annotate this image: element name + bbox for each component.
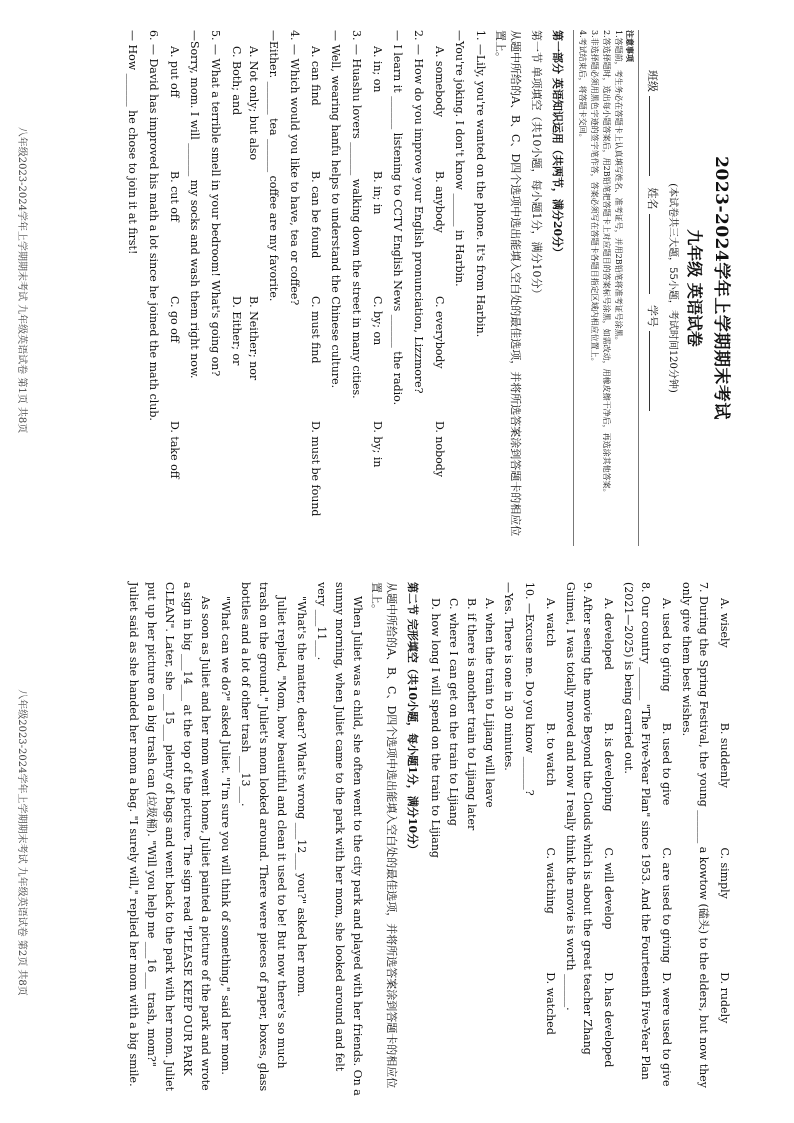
option-d[interactable]: D. has developed [602, 972, 615, 1068]
exam-note: (本试卷共三大题，55小题，考试时间120分钟) [667, 183, 678, 393]
notice-line: 2.答选择题时，选出每小题答案后，用2B铅笔把答题卡上对应题目的答案标号涂黑，如需改动，用橡皮擦干净后，再选涂其他答案。 [602, 30, 611, 497]
option-c[interactable]: C. will develop [602, 847, 615, 930]
question-10 [426, 582, 538, 1097]
option-d[interactable]: D. by; in [371, 421, 384, 468]
page-footer: 八年级2023-2024学年上学期期末考试 九年级英语试卷 第2页 共8页 [16, 689, 27, 996]
option-c[interactable]: C. everybody [433, 296, 446, 369]
options [369, 46, 386, 546]
page-footer: 八年级2023-2024学年上学期期末考试 九年级英语试卷 第1页 共8页 [16, 126, 27, 434]
part1-heading: 第一部分 英语知识运用（共两节，满分20分） [551, 30, 564, 259]
option-d[interactable]: D. take off [168, 421, 181, 479]
option-a[interactable]: A. developed [602, 598, 615, 670]
question-stem: 8. Our country ______ "The Five-Year Plan" since 1953. And the Fourteenth Five-Year Plan (2021—2025) is being carried out. [622, 582, 652, 1080]
options [426, 598, 498, 1097]
question-stem-2: —Either. ______ tea ______ coffee are my favorite. [267, 30, 280, 302]
question-stem: 6. — David has improved his math a lot since he joined the math club. [147, 30, 160, 421]
options [228, 46, 262, 546]
passage-paragraph: As soon as Juliet and her mom went home, Juliet painted a picture of the park and wrote a sign in big ___14___ at the top of the picture. The sign read "PLEASE KEEP OUR PARK CLEAN". Later, she ___15___ plenty of bags and went back to the park with her mom. Juliet put up her picture on a big trash can (垃圾桶). "Will you help me ___16___ trash, mom?" Juliet said as she handed her mom a bag. "I surely will," replied her mom with a big smile. [127, 582, 212, 1092]
name-blank[interactable] [649, 214, 650, 294]
exam-title: 2023-2024学年上学期期末考试 [711, 156, 731, 420]
passage-paragraph: "What can we do?" asked Juliet. "I'm sure you will think of something," said her mom. [219, 596, 232, 1075]
question-stem-2: — Well, wearing hanfu helps to understand the Chinese culture. [329, 30, 342, 389]
cloze-passage [124, 582, 366, 1097]
notice-line: 3.非选择题必须用黑色字迹的签字笔作答，答案必须写在答题卡各题目指定区域内相应位置上。 [590, 30, 599, 366]
option-a[interactable]: A. wisely [718, 598, 731, 648]
passage-paragraph: When Juliet was a child, she often went to the city park and played with her friends. On a sunny morning, when Juliet came to the park with her mom, she looked around and felt very ___11___. [315, 582, 364, 1096]
option-d[interactable]: D. must be found [309, 421, 322, 517]
student-info [645, 70, 661, 546]
question-stem: 7. During the Spring Festival, the young ______ a kowtow (磕头) to the elders, but now they only give them best wishes. [680, 582, 710, 1088]
question-stem-2: —You're joking. I don't know ______ in Harbin. [453, 30, 466, 287]
option-a[interactable]: A. Not only; but also [247, 46, 260, 161]
question-6 [124, 30, 162, 546]
question-stem: 4. — Which would you like to have, tea or coffee? [288, 30, 301, 306]
option-b[interactable]: B. suddenly [718, 722, 731, 788]
notice-line: 4.考试结束后，将答题卡交回。 [578, 30, 587, 142]
id-blank[interactable] [649, 331, 650, 411]
name-label: 姓名 [646, 187, 659, 210]
option-b[interactable]: B. is developing [602, 722, 615, 812]
option-b[interactable]: B. can be found [309, 171, 322, 259]
option-c[interactable]: C. go off [168, 296, 181, 343]
option-c[interactable]: C. by; on [371, 296, 384, 346]
options [600, 598, 617, 1097]
options [166, 46, 183, 546]
option-a[interactable]: A. put off [168, 46, 181, 98]
page-1 [0, 0, 794, 560]
section1-heading: 第一节 单项填空（共10小题，每小题1分，满分10分） [530, 30, 543, 300]
option-b[interactable]: B. if there is another train to Lijiang later [465, 598, 478, 831]
option-a[interactable]: A. can find [309, 46, 322, 106]
option-b[interactable]: B. anybody [433, 171, 446, 233]
options [307, 46, 324, 546]
notice-box [573, 30, 639, 546]
id-label: 学号 [646, 305, 659, 327]
option-a[interactable]: A. watch [544, 598, 557, 647]
option-c[interactable]: C. must find [309, 296, 322, 364]
option-b[interactable]: B. Neither; nor [247, 296, 260, 381]
question-stem-2: —Sorry, mom. I will ______ my socks and wash them right now. [188, 30, 201, 379]
question-1 [431, 30, 489, 546]
question-stem: 9. After seeing the movie Beyond the Clouds which is about the great teacher Zhang Guimei, I was totally moved and now I really think the movie is worth ______. [564, 582, 594, 1055]
option-a[interactable]: A. used to giving [660, 598, 673, 692]
option-d[interactable]: D. watched [544, 972, 557, 1035]
q6-options [716, 598, 733, 1097]
question-stem-2: —Yes. There is one in 30 minutes. [502, 582, 515, 771]
option-c[interactable]: C. where I can get on the train to Lijiang [447, 598, 460, 826]
section2-heading: 第二节 完形填空（共10小题，每小题1分，满分10分） [406, 582, 419, 856]
section1-instructions: 从题中所给的A、B、C、D四个选项中选出能填入空白处的最佳选项，并将所选答案涂到答题卡的相应位置上。 [494, 30, 522, 537]
class-label: 班级 [646, 70, 659, 92]
option-a[interactable]: A. in; on [371, 46, 384, 93]
notice-heading: 注意事项 [625, 30, 635, 62]
notice-line: 1.答题前，考生务必在答题卡上认真填写姓名、准考证号，并用2B铅笔将准考证号涂黑。 [614, 30, 623, 345]
option-c[interactable]: C. simply [718, 847, 731, 899]
option-c[interactable]: C. watching [544, 847, 557, 914]
question-stem-2: — I learn it ______ listening to CCTV English News ______ the radio. [391, 30, 404, 406]
option-d[interactable]: D. rudely [718, 972, 731, 1024]
option-b[interactable]: B. used to give [660, 722, 673, 806]
section2-instructions: 从题中所给的A、B、C、D四个选项中选出能填入空白处的最佳选项，并将所选答案涂到答题卡的相应位置上。 [370, 582, 398, 1089]
question-stem: 2. — How do you improve your English pronunciation, Lizzmore? [412, 30, 425, 394]
question-3 [307, 30, 365, 546]
question-stem: 10. —Excuse me. Do you know ______? [523, 582, 536, 796]
page-2 [0, 562, 794, 1123]
question-8 [600, 582, 654, 1097]
options [431, 46, 448, 546]
options [542, 598, 559, 1097]
question-stem-2: — How ______ he chose to join it at first! [126, 30, 139, 255]
option-d[interactable]: D. nobody [433, 421, 446, 478]
question-stem: 5. — What a terrible smell in your bedroom! What's going on? [209, 30, 222, 377]
option-b[interactable]: B. to watch [544, 722, 557, 787]
option-b[interactable]: B. in; in [371, 171, 384, 215]
question-7 [658, 582, 712, 1097]
option-b[interactable]: B. cut off [168, 171, 181, 222]
question-stem: 1. —Lily, you're wanted on the phone. It's from Harbin. [474, 30, 487, 338]
question-4 [228, 30, 303, 546]
question-5 [166, 30, 224, 546]
class-blank[interactable] [649, 96, 650, 176]
option-d[interactable]: D. Either; or [230, 296, 243, 366]
option-d[interactable]: D. were used to give [660, 972, 673, 1087]
passage-paragraph: "What's the matter, dear? What's wrong ___12___ you?" asked her mom. [295, 596, 308, 997]
exam-subtitle: 九年级 英语试卷 [685, 229, 704, 347]
option-c[interactable]: C. are used to giving [660, 847, 673, 964]
question-2 [369, 30, 427, 546]
question-stem: 3. — Huashu lovers ______ walking down the street in many cities. [350, 30, 363, 399]
option-d[interactable]: D. how long I will spend on the train to Lijiang [429, 598, 442, 858]
question-9 [542, 582, 596, 1097]
option-a[interactable]: A. when the train to Lijiang will leave [483, 598, 496, 808]
option-a[interactable]: A. somebody [433, 46, 446, 118]
option-c[interactable]: C. Both; and [230, 46, 243, 116]
passage-paragraph: Juliet replied, "Mom, how beautiful and clean it used to be! But now there's so much trash on the ground." Juliet's mom looked around. There were pieces of paper, boxes, glass bottles and a lot of other trash ___13___. [239, 582, 288, 1092]
options [658, 598, 675, 1097]
